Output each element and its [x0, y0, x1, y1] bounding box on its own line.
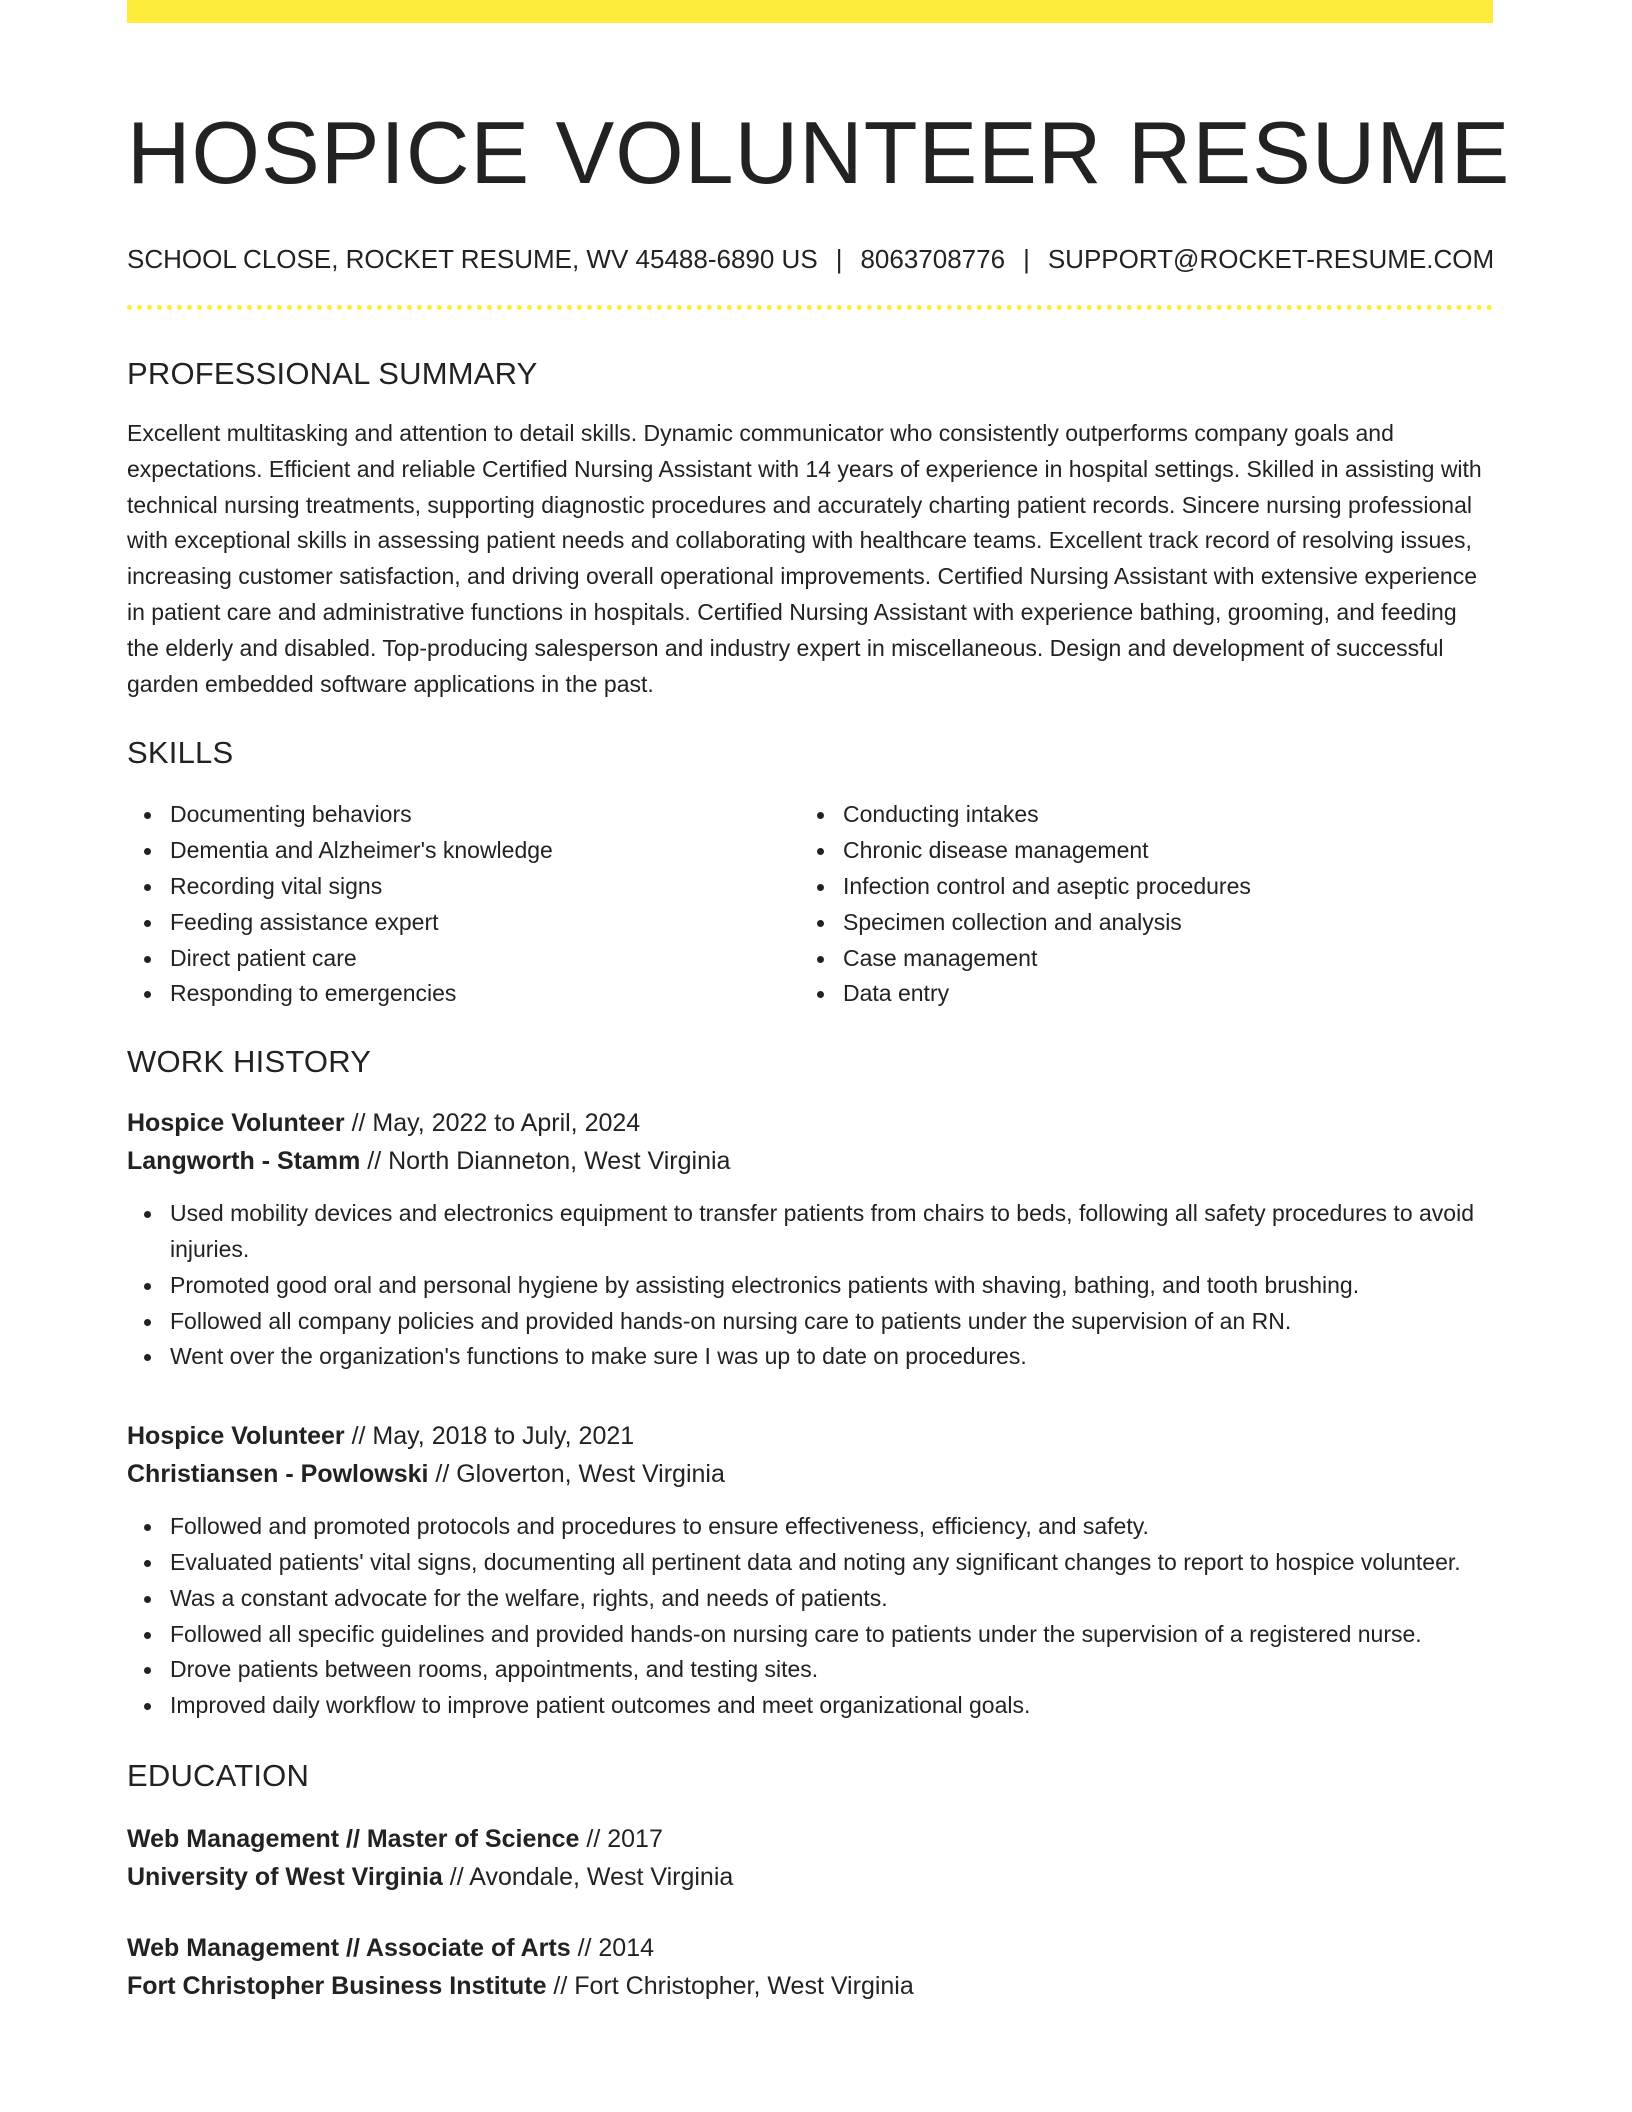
accent-bar	[127, 0, 1493, 23]
contact-separator: |	[835, 244, 843, 274]
job-location: // Gloverton, West Virginia	[428, 1460, 725, 1489]
job-duty: Improved daily workflow to improve patient outcomes and meet organizational goals.	[127, 1688, 1493, 1724]
job-duty: Promoted good oral and personal hygiene by assisting electronics patients with shaving, bathing, and tooth brushing.	[127, 1268, 1493, 1304]
job-duty: Followed all company policies and provided hands-on nursing care to patients under the supervision of an RN.	[127, 1304, 1493, 1340]
education-school: University of West Virginia	[127, 1862, 443, 1891]
job-duty: Drove patients between rooms, appointments, and testing sites.	[127, 1652, 1493, 1688]
skill-item: Infection control and aseptic procedures	[800, 869, 1473, 905]
contact-email: SUPPORT@ROCKET-RESUME.COM	[1047, 244, 1495, 274]
contact-address: SCHOOL CLOSE, ROCKET RESUME, WV 45488-6890 US	[127, 244, 818, 274]
skills-list	[127, 797, 1493, 1012]
skill-item: Conducting intakes	[800, 797, 1473, 833]
resume-page	[127, 0, 1511, 2005]
job-company-line	[127, 1142, 1493, 1180]
job-location: // North Dianneton, West Virginia	[360, 1147, 731, 1176]
skills-column-right	[800, 797, 1473, 1012]
skill-item: Specimen collection and analysis	[800, 905, 1473, 941]
section-title-summary: PROFESSIONAL SUMMARY	[127, 356, 538, 391]
education-school-line	[127, 1967, 1493, 2005]
job-entry	[127, 1417, 1493, 1724]
job-dates: // May, 2022 to April, 2024	[344, 1109, 641, 1138]
skill-item: Documenting behaviors	[127, 797, 800, 833]
education-year: // 2017	[579, 1824, 663, 1853]
job-company: Langworth - Stamm	[127, 1147, 361, 1176]
skill-item: Chronic disease management	[800, 833, 1473, 869]
job-duty: Followed and promoted protocols and procedures to ensure effectiveness, efficiency, and safety.	[127, 1509, 1493, 1545]
education-degree-line	[127, 1929, 1493, 1967]
job-title-line	[127, 1417, 1493, 1455]
job-company-line	[127, 1455, 1493, 1493]
education-location: // Avondale, West Virginia	[442, 1862, 734, 1891]
skill-item: Dementia and Alzheimer's knowledge	[127, 833, 800, 869]
section-title-education: EDUCATION	[127, 1757, 310, 1793]
education-degree: Web Management // Master of Science	[127, 1824, 580, 1853]
education-school: Fort Christopher Business Institute	[127, 1971, 547, 2000]
job-position: Hospice Volunteer	[127, 1422, 345, 1451]
summary-text: Excellent multitasking and attention to detail skills. Dynamic communicator who consistently outperforms company goals and expectations. Efficient and reliable Certified Nursing Assistant with 14 years of experience in hospital settings. Skilled in assisting with technical nursing treatments, supporting diagnostic procedures and accurately charting patient records. Sincere nursing professional with exceptional skills in assessing patient needs and collaborating with healthcare teams. Excellent track record of resolving issues, increasing customer satisfaction, and driving overall operational improvements. Certified Nursing Assistant with extensive experience in patient care and administrative functions in hospitals. Certified Nursing Assistant with experience bathing, grooming, and feeding the elderly and disabled. Top-producing salesperson and industry expert in miscellaneous. Design and development of successful garden embedded software applications in the past.	[127, 420, 1482, 697]
skill-item: Recording vital signs	[127, 869, 800, 905]
job-dates: // May, 2018 to July, 2021	[344, 1422, 635, 1451]
education-entry	[127, 1929, 1493, 2005]
education-school-line	[127, 1858, 1493, 1896]
section-title-skills: SKILLS	[127, 735, 234, 771]
job-title-line	[127, 1104, 1493, 1142]
job-duty: Was a constant advocate for the welfare, rights, and needs of patients.	[127, 1581, 1493, 1617]
contact-separator: |	[1023, 244, 1030, 274]
skill-item: Direct patient care	[127, 941, 800, 977]
skill-item: Case management	[800, 941, 1473, 977]
section-title-work-history: WORK HISTORY	[127, 1044, 372, 1080]
job-position: Hospice Volunteer	[127, 1109, 345, 1138]
skill-item: Feeding assistance expert	[127, 905, 800, 941]
skills-column-left	[127, 797, 800, 1012]
job-duty: Went over the organization's functions to make sure I was up to date on procedures.	[127, 1339, 1493, 1375]
contact-phone: 8063708776	[860, 244, 1006, 274]
skill-item: Responding to emergencies	[127, 976, 800, 1012]
job-company: Christiansen - Powlowski	[127, 1460, 429, 1489]
skill-item: Data entry	[800, 976, 1473, 1012]
job-duties	[127, 1196, 1493, 1375]
education-entry	[127, 1820, 1493, 1896]
education-location: // Fort Christopher, West Virginia	[546, 1971, 914, 2000]
job-duty: Followed all specific guidelines and provided hands-on nursing care to patients under the supervision of a registered nurse.	[127, 1617, 1493, 1653]
contact-line	[127, 235, 1493, 283]
dotted-divider	[127, 305, 1493, 310]
job-duty: Used mobility devices and electronics equipment to transfer patients from chairs to beds, following all safety procedures to avoid injuries.	[127, 1196, 1493, 1268]
education-degree-line	[127, 1820, 1493, 1858]
job-entry	[127, 1104, 1493, 1375]
resume-title: HOSPICE VOLUNTEER RESUME	[127, 103, 1511, 202]
job-duties	[127, 1509, 1493, 1724]
education-year: // 2014	[570, 1933, 655, 1962]
education-degree: Web Management // Associate of Arts	[127, 1933, 571, 1962]
job-duty: Evaluated patients' vital signs, documenting all pertinent data and noting any significant changes to report to hospice volunteer.	[127, 1545, 1493, 1581]
